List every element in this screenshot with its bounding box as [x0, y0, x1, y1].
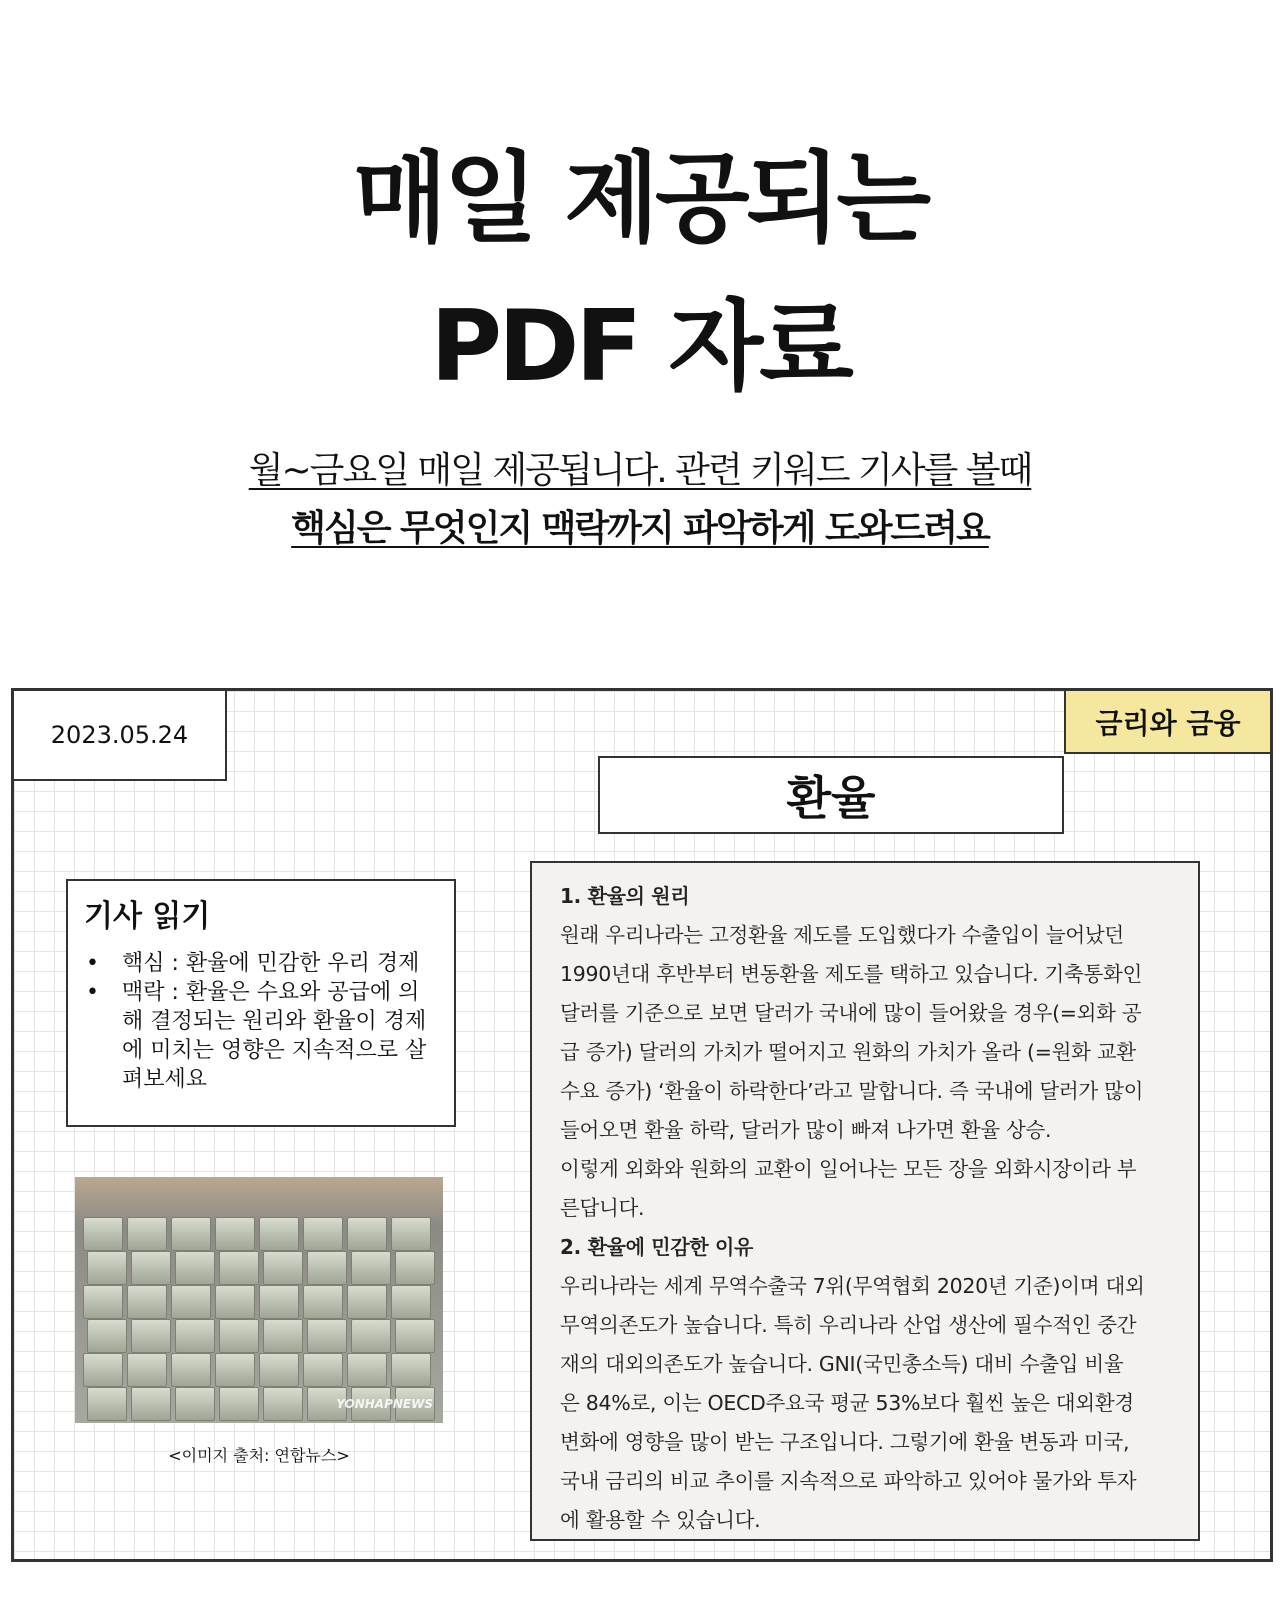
- money-stack: [395, 1251, 435, 1285]
- money-stack: [127, 1353, 167, 1387]
- money-stack: [307, 1319, 347, 1353]
- money-stack: [263, 1319, 303, 1353]
- money-stack: [347, 1285, 387, 1319]
- money-stack: [131, 1387, 171, 1421]
- article-line: 급 증가) 달러의 가치가 떨어지고 원화의 가치가 올라 (=원화 교환: [560, 1040, 1136, 1064]
- document-preview: [11, 688, 1273, 1562]
- subtitle-line2: 핵심은 무엇인지 맥락까지 파악하게 도와드려요: [291, 508, 989, 549]
- money-stack: [127, 1285, 167, 1319]
- reading-guide-heading: 기사 읽기: [84, 899, 211, 934]
- reading-guide-bullet: • 맥락 : 환율은 수요와 공급에 의해 결정되는 원리와 환율이 경제에 미치는 영향은 지속적으로 살펴보세요: [84, 978, 438, 1094]
- money-stack: [171, 1353, 211, 1387]
- article-line: 달러를 기준으로 보면 달러가 국내에 많이 들어왔을 경우(=외화 공: [560, 1001, 1142, 1025]
- money-stack: [175, 1319, 215, 1353]
- money-stack: [83, 1353, 123, 1387]
- money-stack: [127, 1217, 167, 1251]
- photo-watermark: YONHAPNEWS: [336, 1397, 433, 1411]
- money-stack: [391, 1285, 431, 1319]
- money-stack: [131, 1319, 171, 1353]
- money-stack: [259, 1353, 299, 1387]
- subtitle-line1: 월~금요일 매일 제공됩니다. 관련 키워드 기사를 볼때: [248, 450, 1032, 491]
- category-badge: 금리와 금융: [1064, 691, 1270, 754]
- hero-title-line1: 매일 제공되는: [352, 142, 928, 256]
- money-stack: [171, 1217, 211, 1251]
- article-line: 이렇게 외화와 원화의 교환이 일어나는 모든 장을 외화시장이라 부: [560, 1157, 1137, 1181]
- money-stack: [263, 1387, 303, 1421]
- reading-guide-box: [66, 879, 456, 1127]
- hero-title: [0, 125, 1280, 421]
- money-stack: [351, 1251, 391, 1285]
- article-line: 은 84%로, 이는 OECD주요국 평균 53%보다 훨씬 높은 대외환경: [560, 1391, 1134, 1415]
- money-stack: [259, 1217, 299, 1251]
- image-caption: <이미지 출처: 연합뉴스>: [168, 1446, 350, 1465]
- money-stack: [347, 1217, 387, 1251]
- money-stack: [219, 1251, 259, 1285]
- article-line: 무역의존도가 높습니다. 특히 우리나라 산업 생산에 필수적인 중간: [560, 1313, 1137, 1337]
- money-stack: [175, 1251, 215, 1285]
- money-stack: [395, 1319, 435, 1353]
- money-stack: [87, 1251, 127, 1285]
- article-line: 1990년대 후반부터 변동환율 제도를 택하고 있습니다. 기축통화인: [560, 962, 1143, 986]
- date-label: 2023.05.24: [14, 691, 227, 781]
- money-stack: [347, 1353, 387, 1387]
- article-line: 에 활용할 수 있습니다.: [560, 1508, 761, 1532]
- money-stack: [215, 1217, 255, 1251]
- hero-title-line2: PDF 자료: [430, 290, 850, 404]
- money-stacks-photo: [75, 1177, 443, 1423]
- money-stack: [351, 1319, 391, 1353]
- money-stack: [303, 1353, 343, 1387]
- article-line: 재의 대외의존도가 높습니다. GNI(국민총소득) 대비 수출입 비율: [560, 1352, 1124, 1376]
- article-line: 국내 금리의 비교 추이를 지속적으로 파악하고 있어야 물가와 투자: [560, 1469, 1137, 1493]
- money-stack: [219, 1387, 259, 1421]
- money-stack: [263, 1251, 303, 1285]
- article-section-heading: 1. 환율의 원리: [560, 884, 690, 908]
- money-stack: [87, 1319, 127, 1353]
- money-stack: [307, 1251, 347, 1285]
- money-stack: [303, 1285, 343, 1319]
- money-stack: [219, 1319, 259, 1353]
- reading-guide-list: [84, 949, 438, 1094]
- money-stack: [391, 1217, 431, 1251]
- article-section-heading: 2. 환율에 민감한 이유: [560, 1235, 754, 1259]
- article-line: 변화에 영향을 많이 받는 구조입니다. 그렇기에 환율 변동과 미국,: [560, 1430, 1130, 1454]
- money-stack: [215, 1285, 255, 1319]
- money-stack: [391, 1353, 431, 1387]
- money-stack: [83, 1217, 123, 1251]
- article-line: 른답니다.: [560, 1196, 645, 1220]
- article-line: 수요 증가) ‘환율이 하락한다’라고 말합니다. 즉 국내에 달러가 많이: [560, 1079, 1144, 1103]
- money-stack: [87, 1387, 127, 1421]
- money-stack: [215, 1353, 255, 1387]
- money-stack: [303, 1217, 343, 1251]
- reading-guide-bullet: • 핵심 : 환율에 민감한 우리 경제: [84, 949, 438, 978]
- money-stack: [259, 1285, 299, 1319]
- money-stack: [171, 1285, 211, 1319]
- article-line: 우리나라는 세계 무역수출국 7위(무역협회 2020년 기준)이며 대외: [560, 1274, 1145, 1298]
- article-body: [530, 861, 1200, 1541]
- money-stack: [175, 1387, 215, 1421]
- topic-title: 환율: [598, 756, 1064, 834]
- money-stack: [131, 1251, 171, 1285]
- money-stack: [83, 1285, 123, 1319]
- article-line: 원래 우리나라는 고정환율 제도를 도입했다가 수출입이 늘어났던: [560, 923, 1124, 947]
- article-line: 들어오면 환율 하락, 달러가 많이 빠져 나가면 환율 상승.: [560, 1118, 1052, 1142]
